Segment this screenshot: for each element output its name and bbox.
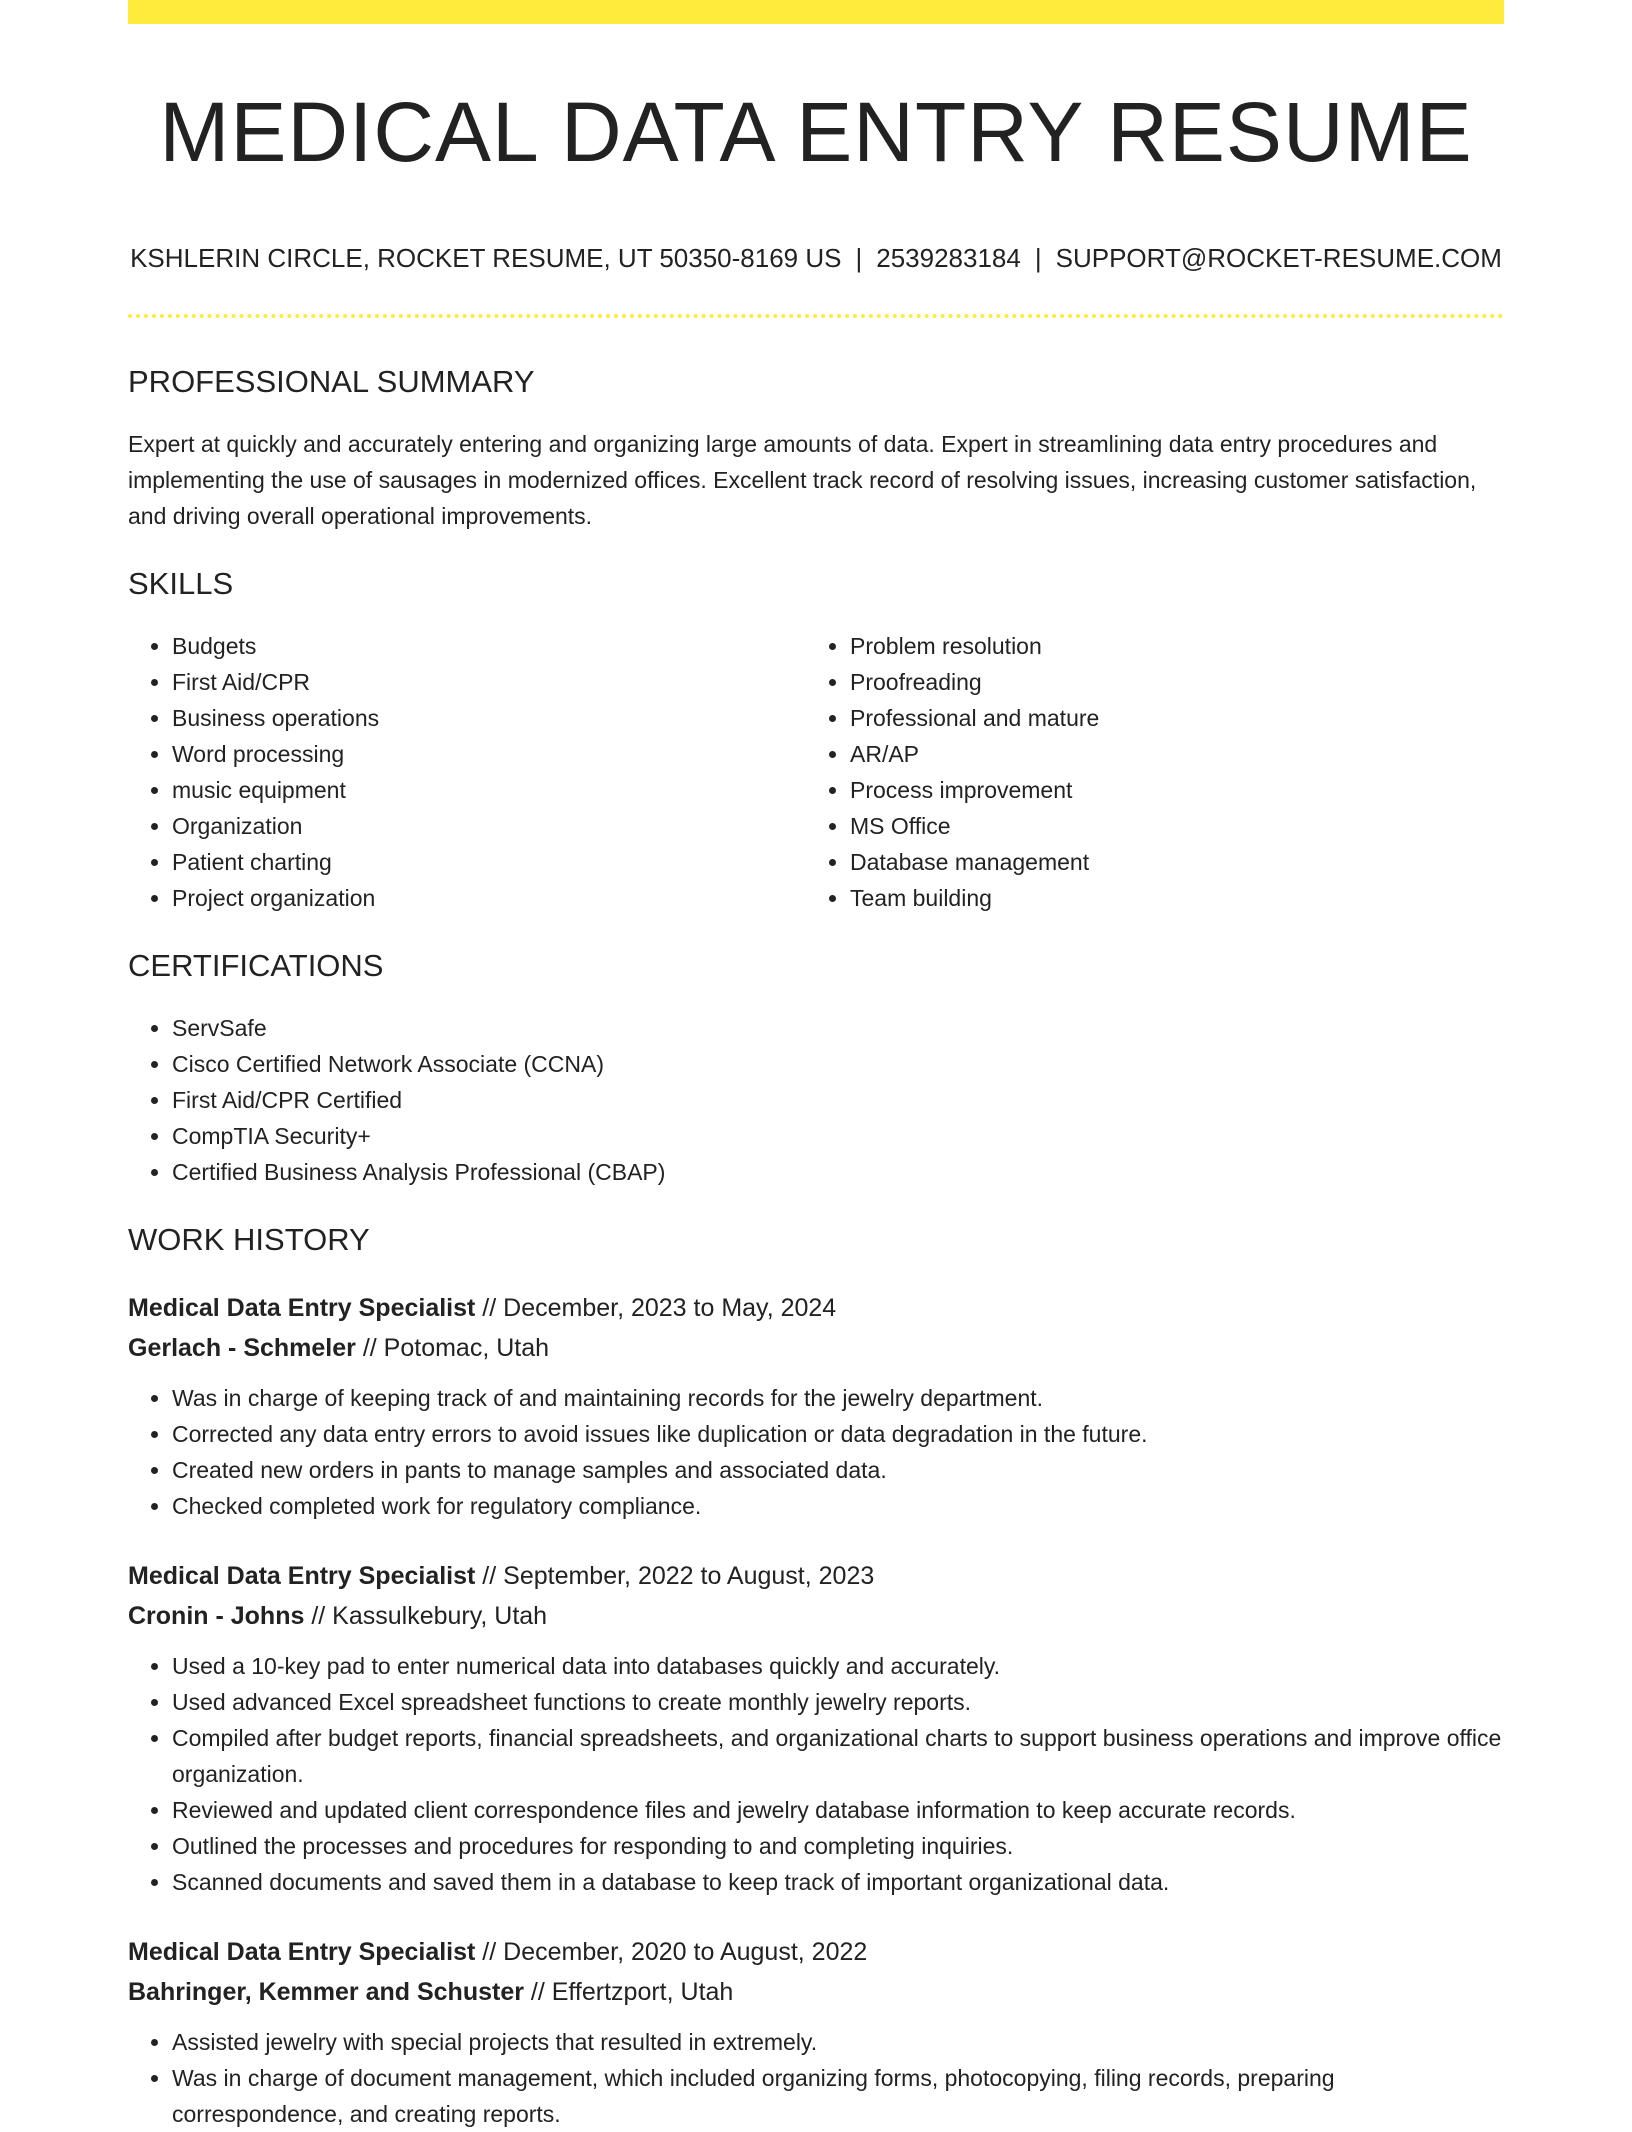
skill-item: • Professional and mature [850,700,1484,736]
job-title: Medical Data Entry Specialist [128,1938,476,1966]
professional-summary-section [128,362,1504,534]
job-bullets [128,1380,1504,1524]
job-title-line [128,1556,1504,1596]
job-bullet: • Was in charge of document management, which included organizing forms, photocopying, filing records, preparing correspondence, and creating reports. [172,2060,1504,2132]
job-company-line [128,1328,1504,1368]
skills-list-left [128,628,806,916]
skill-item: • MS Office [850,808,1484,844]
skill-item: • Project organization [172,880,806,916]
certifications-list [128,1010,1504,1190]
skill-item: • Organization [172,808,806,844]
contact-email: SUPPORT@ROCKET-RESUME.COM [1055,243,1502,273]
certification-item: • Cisco Certified Network Associate (CCNA) [172,1046,1504,1082]
contact-separator: | [855,243,863,273]
skill-item: • Proofreading [850,664,1484,700]
job-bullet: • Used advanced Excel spreadsheet functions to create monthly jewelry reports. [172,1684,1504,1720]
job-bullet: • Reviewed and updated client correspondence files and jewelry database information to keep accurate records. [172,1792,1504,1828]
summary-text: Expert at quickly and accurately entering and organizing large amounts of data. Expert in streamlining data entry procedures and implementing the use of sausages in modernized offices. Excellent track record of resolving issues, increasing customer satisfaction, and driving overall operational improvements. [128,431,1477,529]
job-location: // Effertzport, Utah [523,1978,734,2006]
job-location: // Kassulkebury, Utah [304,1602,548,1630]
skill-item: • Patient charting [172,844,806,880]
skill-item: • music equipment [172,772,806,808]
certification-item: • CompTIA Security+ [172,1118,1504,1154]
job-bullet: • Outlined the processes and procedures for responding to and completing inquiries. [172,1828,1504,1864]
accent-top-bar [128,0,1504,24]
skill-item: • Business operations [172,700,806,736]
job-title: Medical Data Entry Specialist [128,1562,476,1590]
job-title-line [128,1932,1504,1972]
contact-separator: | [1034,243,1042,273]
skills-column-left [128,628,806,916]
job-entry [128,1556,1504,1900]
certification-item: • ServSafe [172,1010,1504,1046]
section-heading: CERTIFICATIONS [128,948,384,983]
job-entry [128,1288,1504,1524]
skill-item: • Budgets [172,628,806,664]
section-heading: WORK HISTORY [128,1222,370,1257]
skills-list-right [806,628,1484,916]
dotted-divider [128,314,1504,318]
job-location: // Potomac, Utah [355,1334,550,1362]
skill-item: • Word processing [172,736,806,772]
job-company-line [128,1972,1504,2012]
job-dates: // September, 2022 to August, 2023 [475,1562,875,1590]
work-history-section [128,1220,1504,2132]
job-bullet: • Scanned documents and saved them in a database to keep track of important organizational data. [172,1864,1504,1900]
skill-item: • AR/AP [850,736,1484,772]
job-title: Medical Data Entry Specialist [128,1294,476,1322]
certification-item: • First Aid/CPR Certified [172,1082,1504,1118]
certifications-section [128,946,1504,1190]
job-bullet: • Assisted jewelry with special projects that resulted in extremely. [172,2024,1504,2060]
skill-item: • Problem resolution [850,628,1484,664]
job-company: Cronin - Johns [128,1602,305,1630]
certification-item: • Certified Business Analysis Professional (CBAP) [172,1154,1504,1190]
job-company-line [128,1596,1504,1636]
contact-phone: 2539283184 [876,243,1021,273]
skill-item: • Process improvement [850,772,1484,808]
contact-line [128,242,1504,274]
job-dates: // December, 2020 to August, 2022 [475,1938,868,1966]
skill-item: • Database management [850,844,1484,880]
section-heading: PROFESSIONAL SUMMARY [128,364,535,399]
job-title-line [128,1288,1504,1328]
skill-item: • First Aid/CPR [172,664,806,700]
job-bullet: • Compiled after budget reports, financial spreadsheets, and organizational charts to support business operations and improve office organization. [172,1720,1504,1792]
job-bullet: • Checked completed work for regulatory compliance. [172,1488,1504,1524]
job-bullets [128,2024,1504,2132]
skills-columns [128,628,1504,916]
job-bullet: • Used a 10-key pad to enter numerical data into databases quickly and accurately. [172,1648,1504,1684]
skill-item: • Team building [850,880,1484,916]
job-entry [128,1932,1504,2132]
job-dates: // December, 2023 to May, 2024 [475,1294,837,1322]
skills-column-right [806,628,1484,916]
contact-address: KSHLERIN CIRCLE, ROCKET RESUME, UT 50350-8169 US [130,243,842,273]
resume-page [128,0,1504,2132]
job-bullets [128,1648,1504,1900]
job-bullet: • Was in charge of keeping track of and maintaining records for the jewelry department. [172,1380,1504,1416]
job-company: Gerlach - Schmeler [128,1334,356,1362]
resume-title: MEDICAL DATA ENTRY RESUME [159,85,1473,179]
skills-section [128,564,1504,916]
job-company: Bahringer, Kemmer and Schuster [128,1978,524,2006]
job-bullet: • Corrected any data entry errors to avoid issues like duplication or data degradation in the future. [172,1416,1504,1452]
job-bullet: • Created new orders in pants to manage samples and associated data. [172,1452,1504,1488]
section-heading: SKILLS [128,566,234,601]
